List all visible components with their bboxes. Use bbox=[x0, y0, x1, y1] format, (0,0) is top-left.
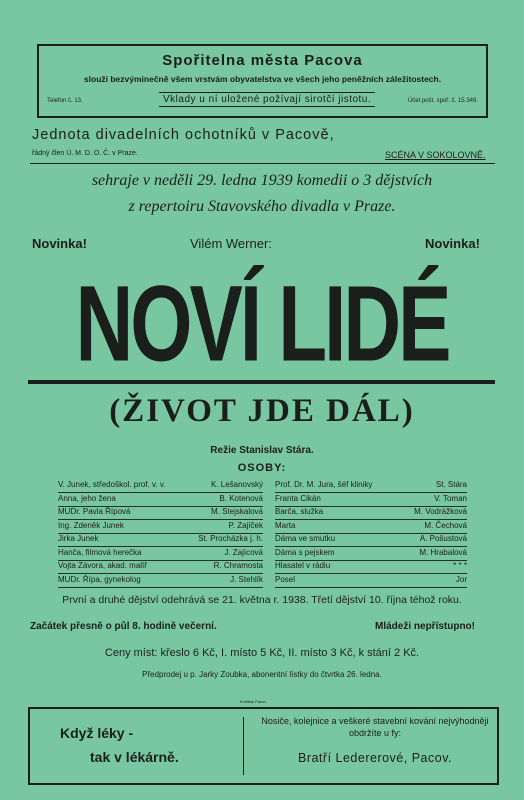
intro-line-2: z repertoiru Stavovského divadla v Praze. bbox=[128, 198, 396, 215]
cast-actor: Jor bbox=[455, 574, 467, 584]
cast-row bbox=[275, 480, 467, 493]
cast-role: Ing. Zdeněk Junek bbox=[58, 520, 124, 530]
cast-role: Prof. Dr. M. Jura, šéf kliniky bbox=[275, 480, 373, 489]
cast-role: Dáma s pejskem bbox=[275, 547, 335, 557]
cast-role: V. Junek, středoškol. prof. v. v. bbox=[58, 480, 166, 489]
cast-row bbox=[58, 575, 263, 588]
cast-role: Franta Cikán bbox=[275, 493, 321, 503]
cast-role: Anna, jeho žena bbox=[58, 493, 116, 503]
advertisement-box bbox=[28, 707, 499, 785]
cast-role: MUDr. Řípa, gynekolog bbox=[58, 574, 141, 584]
youth-restriction: Mládeži nepřístupno! bbox=[375, 621, 475, 632]
cast-row bbox=[275, 561, 467, 574]
ad-divider bbox=[243, 717, 244, 775]
cast-row bbox=[58, 521, 263, 534]
bank-account: Účet pošt. spoř. č. 15.349. bbox=[407, 98, 478, 104]
cast-actor: J. Stehlík bbox=[230, 574, 263, 584]
cast-row bbox=[275, 548, 467, 561]
bank-deposits: Vklady u ní uložené požívají sirotčí jistotu. bbox=[159, 92, 375, 107]
cast-role: Dáma ve smutku bbox=[275, 534, 336, 543]
intro-line-1: sehraje v neděli 29. ledna 1939 komedii o 3 dějstvích bbox=[91, 172, 433, 189]
header-divider bbox=[30, 163, 495, 164]
persons-heading: OSOBY: bbox=[237, 462, 287, 474]
cast-actor: B. Kotenová bbox=[219, 493, 263, 503]
cast-row bbox=[275, 534, 467, 547]
cast-row bbox=[58, 548, 263, 561]
cast-actor: St. Procházka j. h. bbox=[198, 534, 263, 543]
cast-actor: R. Chramosta bbox=[213, 561, 263, 570]
start-time: Začátek přesně o půl 8. hodině večerní. bbox=[30, 621, 217, 632]
cast-row bbox=[275, 507, 467, 520]
cast-row bbox=[58, 494, 263, 507]
cast-role: Hanča, filmová herečka bbox=[58, 547, 142, 557]
cast-right-column bbox=[275, 480, 467, 590]
cast-actor: P. Zajíček bbox=[228, 520, 263, 530]
cast-actor: M. Vodrážková bbox=[414, 507, 467, 516]
novelty-right: Novinka! bbox=[425, 236, 480, 251]
troupe-name: Jednota divadelních ochotníků v Pacově, bbox=[32, 127, 335, 143]
cast-left-column bbox=[58, 480, 263, 590]
cast-row bbox=[275, 494, 467, 507]
novelty-left: Novinka! bbox=[32, 236, 87, 251]
bank-phone: Telefon č. 13. bbox=[47, 98, 83, 104]
title-underline bbox=[28, 380, 495, 384]
cast-actor: V. Toman bbox=[434, 493, 467, 503]
printer-mark: Knihtisk Pacov bbox=[240, 699, 267, 704]
cast-role: Marta bbox=[275, 520, 296, 530]
scene-venue: SCÉNA V SOKOLOVNĚ. bbox=[385, 150, 486, 160]
cast-actor: St. Stára bbox=[435, 480, 467, 489]
hardware-ad-company: Bratří Ledererové, Pacov. bbox=[297, 751, 452, 765]
cast-row bbox=[275, 521, 467, 534]
play-subtitle: (ŽIVOT JDE DÁL) bbox=[109, 393, 415, 429]
pharmacy-ad bbox=[60, 721, 179, 769]
cast-role: Jirka Junek bbox=[58, 534, 99, 543]
membership-note: řádný člen Ú. M. D. O. Č. v Praze. bbox=[32, 150, 138, 157]
cast-actor: * * * bbox=[453, 561, 467, 570]
cast-row bbox=[58, 534, 263, 547]
bank-box bbox=[37, 44, 488, 118]
cast-role: MUDr. Pavla Řípová bbox=[58, 507, 131, 516]
cast-actor: M. Stejskalová bbox=[210, 507, 263, 516]
cast-role: Posel bbox=[275, 574, 296, 584]
cast-row bbox=[275, 575, 467, 588]
bank-title: Spořitelna města Pacova bbox=[162, 52, 363, 69]
ticket-prices: Ceny míst: křeslo 6 Kč, I. místo 5 Kč, II. místo 3 Kč, k stání 2 Kč. bbox=[104, 647, 420, 659]
cast-actor: A. Pošustová bbox=[419, 534, 467, 543]
cast-actor: K. Lešanovský bbox=[210, 480, 263, 489]
cast-actor: M. Hrabalová bbox=[419, 547, 467, 557]
cast-row bbox=[58, 561, 263, 574]
hardware-ad-text: Nosiče, kolejnice a veškeré stavební kování nejvýhodněji obdržíte u fy: bbox=[261, 716, 489, 738]
pharmacy-ad-line-1: Když léky - bbox=[60, 725, 134, 741]
play-title: NOVÍ LIDÉ bbox=[75, 263, 449, 384]
presale-info: Předprodej u p. Jarky Zoubka, abonentní lístky do čtvrtka 26. ledna. bbox=[142, 670, 382, 679]
cast-actor: M. Čechová bbox=[424, 520, 467, 530]
cast-row bbox=[58, 480, 263, 493]
cast-role: Barča, služka bbox=[275, 507, 324, 516]
pharmacy-ad-line-2: tak v lékárně. bbox=[90, 749, 179, 765]
act-dates-note: První a druhé dějství odehrává se 21. května r. 1938. Třetí dějství 10. října téhož roku. bbox=[62, 594, 462, 606]
cast-actor: J. Zajícová bbox=[224, 547, 263, 557]
director: Režie Stanislav Stára. bbox=[210, 445, 314, 456]
cast-role: Vojta Závora, akad. malíř bbox=[58, 561, 147, 570]
cast-role: Hlasatel v rádiu bbox=[275, 561, 331, 570]
author: Vilém Werner: bbox=[190, 236, 272, 251]
cast-row bbox=[58, 507, 263, 520]
bank-subtitle: slouží bezvýminečně všem vrstvám obyvatelstva ve všech jeho peněžních záležitostech. bbox=[83, 74, 442, 84]
